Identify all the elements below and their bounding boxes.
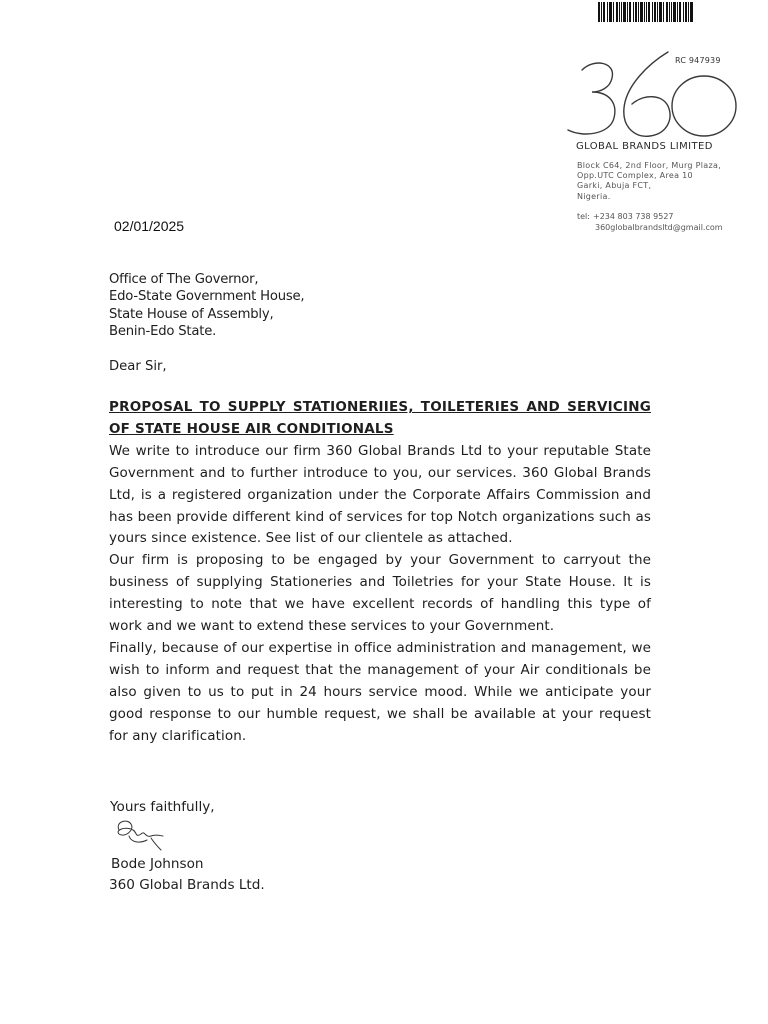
tel-label: tel: (577, 212, 590, 221)
signatory-company: 360 Global Brands Ltd. (109, 877, 265, 893)
company-contact (577, 212, 723, 233)
email-address: 360globalbrandsltd@gmail.com (595, 222, 723, 232)
subject-line: PROPOSAL TO SUPPLY STATIONERIIES, TOILETERIES AND SERVICING OF STATE HOUSE AIR CONDITIONALS (109, 399, 651, 437)
letter-body (109, 397, 651, 748)
handwritten-signature (111, 816, 167, 852)
recipient-line: Edo-State Government House, (109, 289, 305, 305)
address-line: Nigeria. (577, 191, 611, 201)
salutation: Dear Sir, (109, 359, 167, 374)
company-logo (564, 44, 740, 140)
body-paragraph: We write to introduce our firm 360 Global Brands Ltd to your reputable State Government and to further introduce to you, our services. 360 Global Brands Ltd, is a registered organization under the Corporate Affairs Commission and has been provide different kind of services for top Notch organizations such as yours since existence. See list of our clientele as attached. (109, 442, 651, 547)
letter-date: 02/01/2025 (114, 218, 185, 234)
recipient-address (109, 271, 304, 341)
recipient-line: Benin-Edo State. (109, 324, 217, 340)
address-line: Block C64, 2nd Floor, Murg Plaza, (577, 161, 722, 170)
body-paragraph: Our firm is proposing to be engaged by your Government to carryout the business of supplying Stationeries and Toiletries for your State House. It is interesting to note that we have excellent records of handling this type of work and we want to extend these services to your Government. (109, 552, 651, 635)
address-line: Opp.UTC Complex, Area 10 (577, 171, 693, 181)
signatory-name: Bode Johnson (111, 856, 204, 872)
rc-number: RC 947939 (675, 56, 721, 65)
recipient-line: Office of The Governor, (109, 272, 259, 287)
barcode (598, 2, 694, 24)
company-name: GLOBAL BRANDS LIMITED (576, 141, 713, 152)
body-paragraph: Finally, because of our expertise in office administration and management, we wish to inform and request that the management of your Air conditionals be also given to us to put in 24 hours service mood. While we anticipate your good response to our humble request, we shall be available at your request for any clarification. (109, 639, 651, 744)
phone-number: +234 803 738 9527 (593, 212, 674, 221)
address-line: Garki, Abuja FCT, (577, 181, 652, 191)
company-address (577, 161, 721, 202)
recipient-line: State House of Assembly, (109, 306, 274, 322)
closing: Yours faithfully, (110, 799, 215, 815)
